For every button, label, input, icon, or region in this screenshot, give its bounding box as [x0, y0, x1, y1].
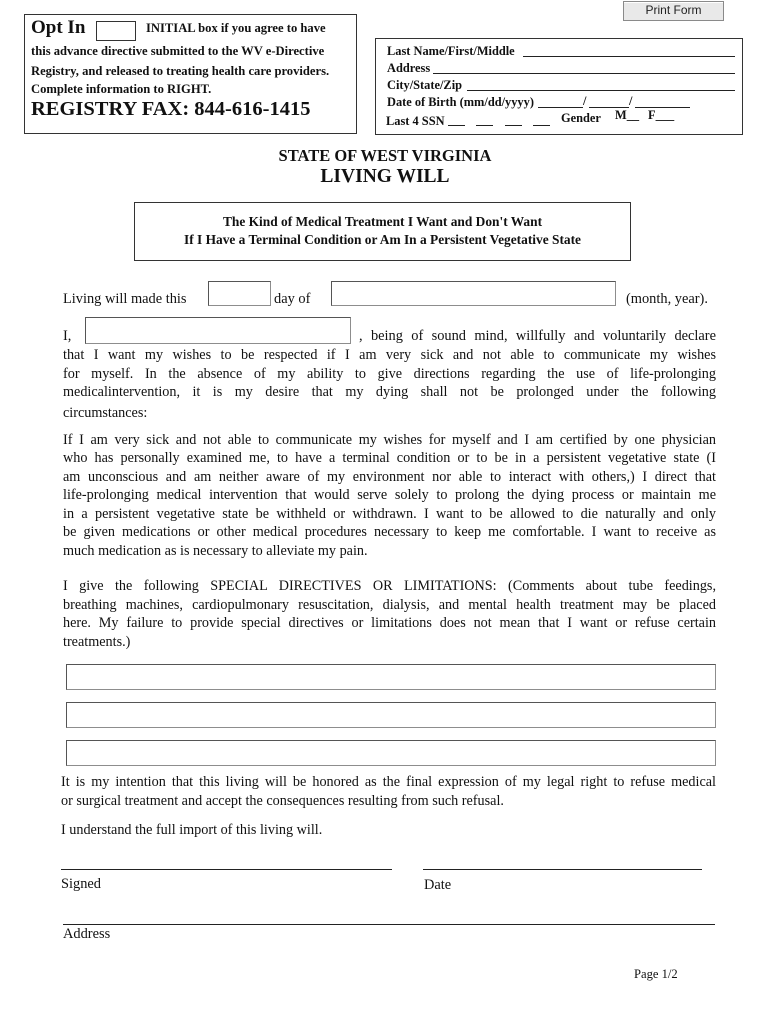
signature-line[interactable]: [61, 869, 392, 870]
opt-in-initial-label: INITIAL box if you agree to have: [146, 21, 326, 35]
subtitle-line-2: If I Have a Terminal Condition or Am In a Persistent Vegetative State: [184, 232, 581, 247]
living-will-made-label: Living will made this: [63, 291, 187, 307]
last-name-first-middle-label: Last Name/First/Middle: [387, 44, 515, 58]
condition-line-5: in a persistent vegetative state be withheld or withdrawn. I want to be allowed to die naturally and only: [63, 506, 716, 522]
last-4-ssn-label: Last 4 SSN: [386, 114, 445, 128]
declaration-i-label: I,: [63, 328, 72, 344]
gender-f-option[interactable]: F___: [648, 108, 675, 122]
opt-in-line-2: Registry, and released to treating health care providers.: [31, 64, 330, 78]
directives-line-4: treatments.): [63, 634, 131, 650]
gender-m-option[interactable]: M__: [615, 108, 640, 122]
condition-line-4: life-prolonging medical intervention that would serve solely to prolong the dying process or maintain me: [63, 487, 716, 503]
declaration-line-1: , being of sound mind, willfully and voluntarily declare: [359, 328, 716, 344]
print-form-button[interactable]: Print Form: [623, 1, 724, 21]
dob-separator-2: /: [629, 94, 633, 108]
ssn-digit-4-line[interactable]: [533, 125, 550, 126]
understand-statement: I understand the full import of this living will.: [61, 822, 323, 838]
condition-line-3: am unconscious and am neither aware of my environment nor able to interact with others,) I direct that: [63, 469, 716, 485]
page-number: Page 1/2: [634, 967, 678, 981]
declarant-name-field[interactable]: [85, 317, 351, 344]
opt-in-title: Opt In: [31, 17, 86, 38]
city-state-zip-label: City/State/Zip: [387, 78, 463, 92]
address-label-registry: Address: [387, 61, 431, 75]
declaration-line-5: circumstances:: [63, 405, 148, 421]
declaration-line-3: for myself. In the absence of my ability to give directions regarding the use of life-prolonging: [63, 366, 716, 382]
declaration-line-4: medicalintervention, it is my desire that my dying shall not be prolonged under the following: [63, 384, 716, 400]
condition-line-6: be given medications or other medical procedures necessary to keep me comfortable. I want to receive as: [63, 524, 716, 540]
city-state-zip-line[interactable]: [467, 90, 735, 91]
ssn-digit-3-line[interactable]: [505, 125, 522, 126]
day-field[interactable]: [208, 281, 271, 306]
special-directive-field-3[interactable]: [66, 740, 716, 766]
registry-fax: REGISTRY FAX: 844-616-1415: [31, 98, 311, 120]
ssn-digit-1-line[interactable]: [448, 125, 465, 126]
state-heading: STATE OF WEST VIRGINIA: [278, 146, 492, 165]
address-label: Address: [63, 926, 111, 942]
directives-line-3: here. My failure to provide special directives or limitations does not mean that I want or refuse certain: [63, 615, 716, 631]
subtitle-line-1: The Kind of Medical Treatment I Want and Don't Want: [222, 214, 543, 229]
condition-line-7: much medication as is necessary to alleviate my pain.: [63, 543, 368, 559]
month-year-field[interactable]: [331, 281, 616, 306]
dob-separator-1: /: [583, 94, 587, 108]
special-directive-field-2[interactable]: [66, 702, 716, 728]
directives-line-2: breathing machines, cardiopulmonary resuscitation, dialysis, and mental health treatment may be placed: [63, 597, 716, 613]
opt-in-initial-field[interactable]: [96, 21, 136, 41]
page-title: LIVING WILL: [320, 166, 450, 187]
opt-in-line-3: Complete information to RIGHT.: [31, 82, 212, 96]
month-year-label: (month, year).: [626, 291, 708, 307]
intention-line-1: It is my intention that this living will be honored as the final expression of my legal right to refuse medical: [61, 774, 716, 790]
declaration-line-2: that I want my wishes to be respected if I am very sick and not able to communicate my wishes: [63, 347, 716, 363]
opt-in-line-1: this advance directive submitted to the WV e-Directive: [31, 44, 325, 58]
condition-line-2: who has personally examined me, to have a terminal condition or to be in a persistent vegetative state (I: [63, 450, 716, 466]
intention-line-2: or surgical treatment and accept the consequences resulting from such refusal.: [61, 793, 504, 809]
special-directive-field-1[interactable]: [66, 664, 716, 690]
name-line[interactable]: [523, 56, 735, 57]
gender-label: Gender: [561, 111, 601, 125]
address-line-registry[interactable]: [433, 73, 735, 74]
signed-label: Signed: [61, 876, 101, 892]
address-line[interactable]: [63, 924, 715, 925]
day-of-label: day of: [274, 291, 311, 307]
directives-line-1: I give the following SPECIAL DIRECTIVES OR LIMITATIONS: (Comments about tube feedings,: [63, 578, 716, 594]
date-line[interactable]: [423, 869, 702, 870]
date-label: Date: [424, 877, 452, 893]
dob-month-line[interactable]: [538, 107, 583, 108]
ssn-digit-2-line[interactable]: [476, 125, 493, 126]
condition-line-1: If I am very sick and not able to communicate my wishes for myself and I am certified by one physician: [63, 432, 716, 448]
date-of-birth-label: Date of Birth (mm/dd/yyyy): [387, 95, 534, 109]
